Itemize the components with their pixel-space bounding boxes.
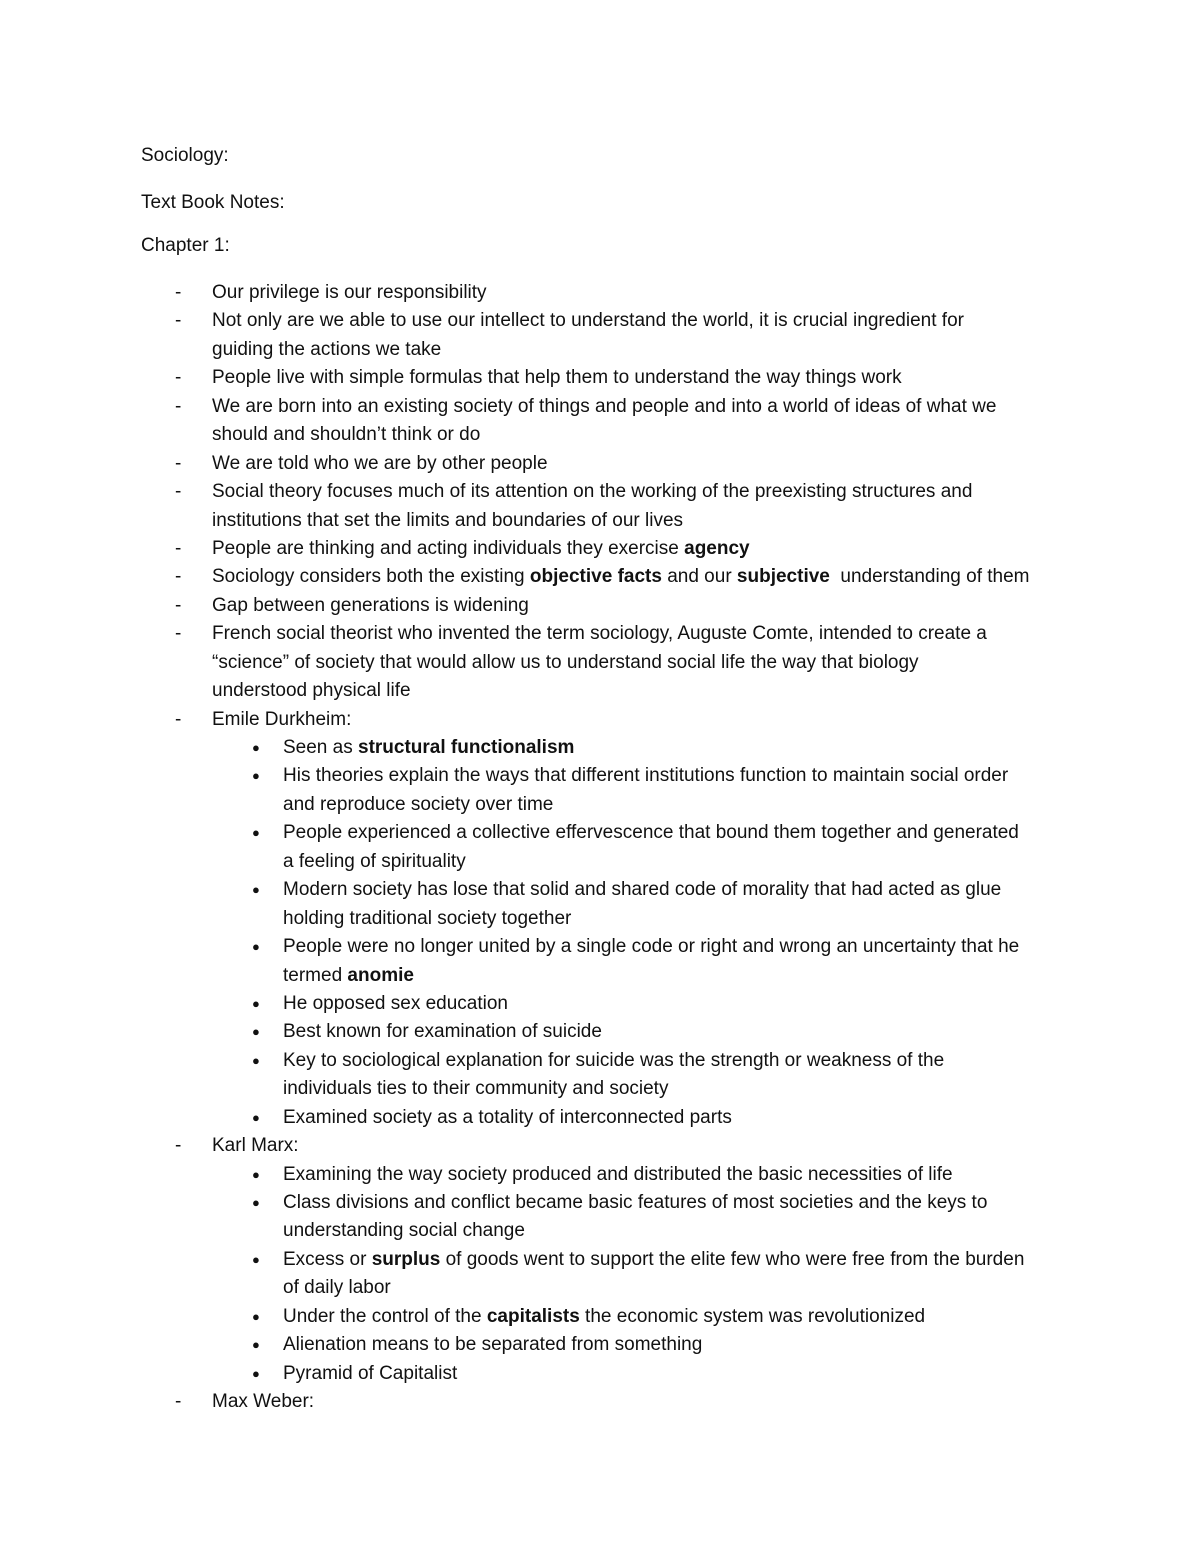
- dash-marker: -: [175, 1135, 182, 1157]
- bullet-icon: ●: [252, 1052, 260, 1068]
- list-item: - French social theorist who invented the term sociology, Auguste Comte, intended to create a: [0, 620, 1200, 648]
- list-item: - Not only are we able to use our intellect to understand the world, it is crucial ingredient for: [0, 307, 1200, 335]
- list-item-continuation: should and shouldn’t think or do: [212, 424, 481, 446]
- bullet-icon: ●: [252, 1251, 260, 1267]
- dash-marker: -: [175, 282, 182, 303]
- key-term: subjective: [736, 566, 830, 588]
- list-item-continuation: understood physical life: [212, 680, 411, 702]
- bullet-item-continuation: individuals ties to their community and society: [283, 1078, 669, 1100]
- dash-marker: -: [175, 537, 182, 559]
- bullet-item: ● Excess or surplus of goods went to support the elite few who were free from the burden: [0, 1246, 1200, 1274]
- dash-marker: -: [175, 594, 182, 616]
- bullet-icon: ●: [252, 995, 260, 1011]
- bullet-item-continuation: understanding social change: [283, 1220, 525, 1242]
- chapter-heading: Chapter 1:: [141, 235, 230, 256]
- key-term: structural functionalism: [358, 737, 575, 758]
- bullet-icon: ●: [252, 882, 260, 898]
- bullet-icon: ●: [252, 1166, 260, 1182]
- bullet-item: ● Examining the way society produced and distributed the basic necessities of life: [0, 1161, 1200, 1189]
- bullet-icon: ●: [252, 1195, 260, 1210]
- bullet-item: ● He opposed sex education: [0, 990, 1200, 1018]
- list-item: - People are thinking and acting individuals they exercise agency: [0, 535, 1200, 563]
- list-item-continuation: guiding the actions we take: [212, 338, 442, 360]
- dash-marker: -: [175, 1391, 182, 1413]
- bullet-item: ● Key to sociological explanation for suicide was the strength or weakness of the: [0, 1047, 1200, 1075]
- bullet-item: ● People were no longer united by a single code or right and wrong an uncertainty that he: [0, 933, 1200, 961]
- bullet-item: ● Modern society has lose that solid and shared code of morality that had acted as glue: [0, 876, 1200, 904]
- bullet-icon: ●: [252, 1109, 260, 1125]
- dash-marker: -: [175, 452, 182, 474]
- document-subtitle: Text Book Notes:: [141, 192, 285, 213]
- dash-marker: -: [175, 367, 182, 389]
- bullet-item: ● Under the control of the capitalists the economic system was revolutionized: [0, 1303, 1200, 1331]
- section-durkheim: - Emile Durkheim:: [0, 706, 1200, 734]
- bullet-item: ● His theories explain the ways that different institutions function to maintain social order: [0, 762, 1200, 790]
- document-title: Sociology:: [141, 145, 229, 166]
- bullet-item: ● Examined society as a totality of interconnected parts: [0, 1104, 1200, 1132]
- dash-marker: -: [175, 708, 182, 730]
- bullet-item-continuation: holding traditional society together: [283, 907, 572, 929]
- bullet-icon: ●: [252, 825, 260, 841]
- list-item: - Our privilege is our responsibility: [0, 279, 1200, 307]
- bullet-icon: ●: [252, 1365, 260, 1381]
- dash-marker: -: [175, 395, 182, 417]
- dash-marker: -: [175, 623, 182, 645]
- list-item: - We are told who we are by other people: [0, 450, 1200, 478]
- list-item: - Sociology considers both the existing objective facts and our subjective understanding of them: [0, 563, 1200, 591]
- dash-marker: -: [175, 310, 182, 332]
- list-item: - People live with simple formulas that help them to understand the way things work: [0, 364, 1200, 392]
- list-item: - Gap between generations is widening: [0, 592, 1200, 620]
- key-term: anomie: [347, 964, 414, 986]
- bullet-icon: ●: [252, 740, 260, 755]
- key-term: capitalists: [486, 1305, 580, 1327]
- bullet-item-continuation: termed anomie: [283, 964, 414, 986]
- list-item: - Social theory focuses much of its attention on the working of the preexisting structures and: [0, 478, 1200, 506]
- bullet-icon: ●: [252, 1308, 260, 1324]
- bullet-item: ● Seen as structural functionalism: [0, 734, 1200, 762]
- dash-marker: -: [175, 566, 182, 588]
- key-term: objective facts: [529, 566, 662, 588]
- section-weber: - Max Weber:: [0, 1388, 1200, 1416]
- list-item: - We are born into an existing society of things and people and into a world of ideas of what we: [0, 393, 1200, 421]
- bullet-item-continuation: a feeling of spirituality: [283, 850, 466, 872]
- bullet-item: ● Best known for examination of suicide: [0, 1018, 1200, 1046]
- bullet-item-continuation: of daily labor: [283, 1277, 391, 1299]
- bullet-icon: ●: [252, 768, 260, 784]
- bullet-item-continuation: and reproduce society over time: [283, 793, 554, 815]
- dash-marker: -: [175, 481, 182, 503]
- list-item-continuation: “science” of society that would allow us to understand social life the way that biology: [212, 651, 919, 673]
- bullet-item: ● Class divisions and conflict became basic features of most societies and the keys to: [0, 1189, 1200, 1217]
- section-marx: - Karl Marx:: [0, 1132, 1200, 1160]
- bullet-icon: ●: [252, 1337, 260, 1353]
- bullet-icon: ●: [252, 1024, 260, 1040]
- key-term: surplus: [371, 1248, 441, 1270]
- bullet-item: ● Pyramid of Capitalist: [0, 1360, 1200, 1388]
- bullet-icon: ●: [252, 939, 260, 955]
- key-term: agency: [684, 537, 750, 559]
- notes-list: [0, 279, 1200, 1417]
- bullet-item: ● People experienced a collective effervescence that bound them together and generated: [0, 819, 1200, 847]
- bullet-item: ● Alienation means to be separated from something: [0, 1331, 1200, 1359]
- list-item-continuation: institutions that set the limits and boundaries of our lives: [212, 509, 684, 531]
